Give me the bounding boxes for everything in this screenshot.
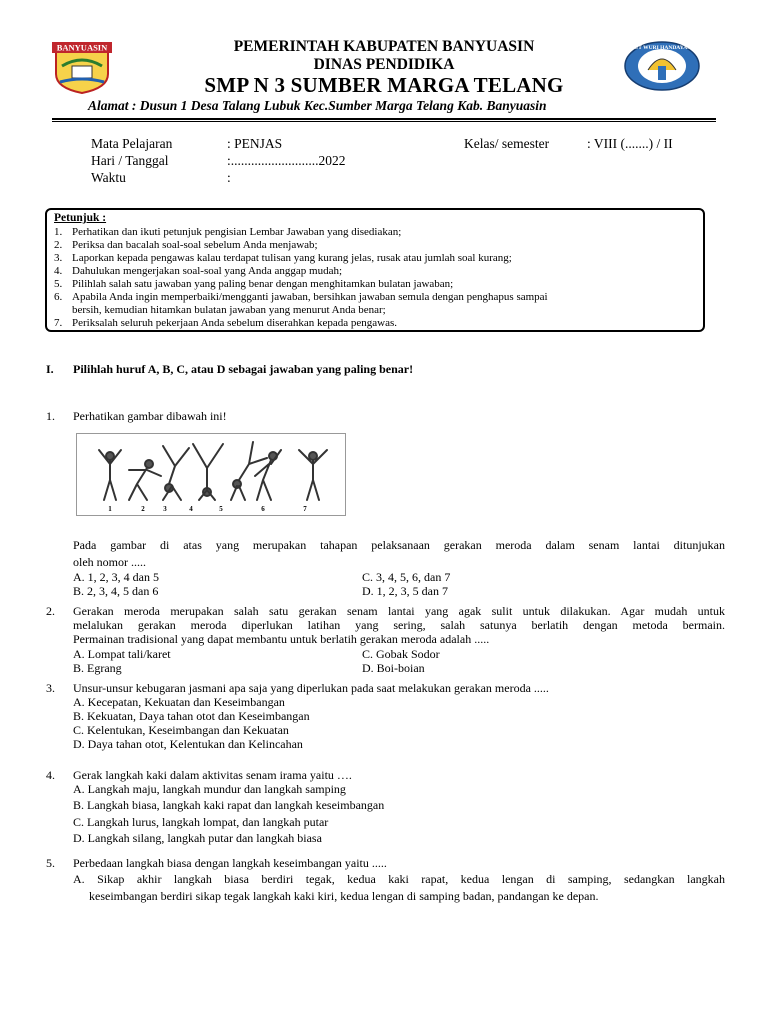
- day-value: :..........................2022: [227, 153, 346, 168]
- question-1-option-d[interactable]: D. 1, 2, 3, 5 dan 7: [362, 584, 448, 598]
- question-2-text: Gerakan meroda merupakan salah satu gerakan senam lantai yang agak sulit untuk dilakukan. Agar mudah untuk: [73, 604, 725, 618]
- instructions-title: Petunjuk :: [54, 212, 107, 224]
- figure-label: 5: [219, 505, 223, 513]
- time-label: Waktu: [91, 170, 126, 185]
- class-value: : VIII (.......) / II: [587, 136, 673, 151]
- question-2-number: 2.: [46, 604, 55, 618]
- question-3-option-b[interactable]: B. Kekuatan, Daya tahan otot dan Keseimbangan: [73, 709, 310, 723]
- header-government: PEMERINTAH KABUPATEN BANYUASIN: [233, 38, 535, 55]
- question-1-intro: Perhatikan gambar dibawah ini!: [73, 409, 227, 423]
- question-5-option-a[interactable]: A. Sikap akhir langkah biasa berdiri tegak, kedua kaki rapat, kedua lengan di samping, sedangkan langkah: [73, 872, 725, 886]
- instruction-item-continued: bersih, kemudian hitamkan bulatan jawaban yang menurut Anda benar;: [72, 304, 386, 316]
- question-4-text: Gerak langkah kaki dalam aktivitas senam irama yaitu ….: [73, 768, 352, 782]
- instruction-item: 1. Perhatikan dan ikuti petunjuk pengisian Lembar Jawaban yang disediakan;: [54, 226, 402, 238]
- instruction-item: 5. Pilihlah salah satu jawaban yang paling benar dengan menghitamkan bulatan jawaban;: [54, 278, 454, 290]
- question-3-option-d[interactable]: D. Daya tahan otot, Kelentukan dan Kelincahan: [73, 737, 303, 751]
- question-2-option-c[interactable]: C. Gobak Sodor: [362, 647, 440, 661]
- instruction-item: 3. Laporkan kepada pengawas kalau terdapat tulisan yang kurang jelas, rusak atau jumlah soal kurang;: [54, 252, 512, 264]
- header-address: Alamat : Dusun 1 Desa Talang Lubuk Kec.Sumber Marga Telang Kab. Banyuasin: [88, 98, 547, 113]
- question-2-option-d[interactable]: D. Boi-boian: [362, 661, 425, 675]
- section-number: I.: [46, 362, 54, 376]
- figure-label: 2: [141, 505, 145, 513]
- instruction-item: 2. Periksa dan bacalah soal-soal sebelum Anda menjawab;: [54, 239, 318, 251]
- time-value: :: [227, 170, 231, 185]
- section-title: Pilihlah huruf A, B, C, atau D sebagai jawaban yang paling benar!: [73, 362, 414, 376]
- question-5-text: Perbedaan langkah biasa dengan langkah keseimbangan yaitu .....: [73, 856, 387, 870]
- svg-text:BANYUASIN: BANYUASIN: [56, 42, 108, 53]
- question-3-number: 3.: [46, 681, 55, 695]
- header-school-name: SMP N 3 SUMBER MARGA TELANG: [204, 73, 564, 97]
- cartwheel-figure: [76, 433, 346, 516]
- subject-label: Mata Pelajaran: [91, 136, 173, 151]
- figure-label: 1: [108, 505, 112, 513]
- question-3-option-c[interactable]: C. Kelentukan, Keseimbangan dan Kekuatan: [73, 723, 289, 737]
- figure-label: 6: [261, 505, 265, 513]
- question-4-option-b[interactable]: B. Langkah biasa, langkah kaki rapat dan langkah keseimbangan: [73, 798, 385, 812]
- question-4-option-d[interactable]: D. Langkah silang, langkah putar dan langkah biasa: [73, 831, 322, 845]
- svg-text:TUT WURI HANDAYANI: TUT WURI HANDAYANI: [630, 45, 694, 51]
- question-5-option-a-continued: keseimbangan berdiri sikap tegak langkah kaki kiri, kedua lengan di samping badan, pandangan ke depan.: [89, 889, 599, 903]
- day-label: Hari / Tanggal: [91, 153, 169, 168]
- question-1-number: 1.: [46, 409, 55, 423]
- question-4-option-a[interactable]: A. Langkah maju, langkah mundur dan langkah samping: [73, 782, 346, 796]
- instruction-item: 7. Periksalah seluruh pekerjaan Anda sebelum diserahkan kepada pengawas.: [54, 317, 397, 329]
- question-1-option-c[interactable]: C. 3, 4, 5, 6, dan 7: [362, 570, 451, 584]
- question-1-option-b[interactable]: B. 2, 3, 4, 5 dan 6: [73, 584, 159, 598]
- figure-label: 3: [163, 505, 167, 513]
- question-3-text: Unsur-unsur kebugaran jasmani apa saja yang diperlukan pada saat melakukan gerakan meroda .....: [73, 681, 549, 695]
- instruction-item: 6. Apabila Anda ingin memperbaiki/mengganti jawaban, bersihkan jawaban semula dengan penghapus sampai: [54, 291, 548, 303]
- subject-value: : PENJAS: [227, 136, 283, 151]
- header-divider: [52, 118, 716, 120]
- question-2-option-b[interactable]: B. Egrang: [73, 661, 122, 675]
- question-1-text-continued: oleh nomor .....: [73, 555, 146, 569]
- figure-label: 4: [189, 505, 193, 513]
- header-divider-thin: [52, 121, 716, 122]
- question-1-text: Pada gambar di atas yang merupakan tahapan pelaksanaan gerakan meroda dalam senam lantai ditunjukan: [73, 538, 725, 552]
- header-department: DINAS PENDIDIKA: [313, 56, 455, 73]
- figure-label: 7: [303, 505, 307, 513]
- question-1-option-a[interactable]: A. 1, 2, 3, 4 dan 5: [73, 570, 159, 584]
- question-2-text-line3: Permainan tradisional yang dapat membantu untuk berlatih gerakan meroda adalah .....: [73, 632, 490, 646]
- question-3-option-a[interactable]: A. Kecepatan, Kekuatan dan Keseimbangan: [73, 695, 285, 709]
- instruction-item: 4. Dahulukan mengerjakan soal-soal yang Anda anggap mudah;: [54, 265, 343, 277]
- question-4-option-c[interactable]: C. Langkah lurus, langkah lompat, dan langkah putar: [73, 815, 329, 829]
- question-2-text-line2: melalukan gerakan meroda diperlukan latihan yang sering, salah satunya berlatih dengan metoda bermain.: [73, 618, 725, 632]
- question-2-option-a[interactable]: A. Lompat tali/karet: [73, 647, 171, 661]
- class-label: Kelas/ semester: [464, 136, 550, 151]
- question-4-number: 4.: [46, 768, 55, 782]
- question-5-number: 5.: [46, 856, 55, 870]
